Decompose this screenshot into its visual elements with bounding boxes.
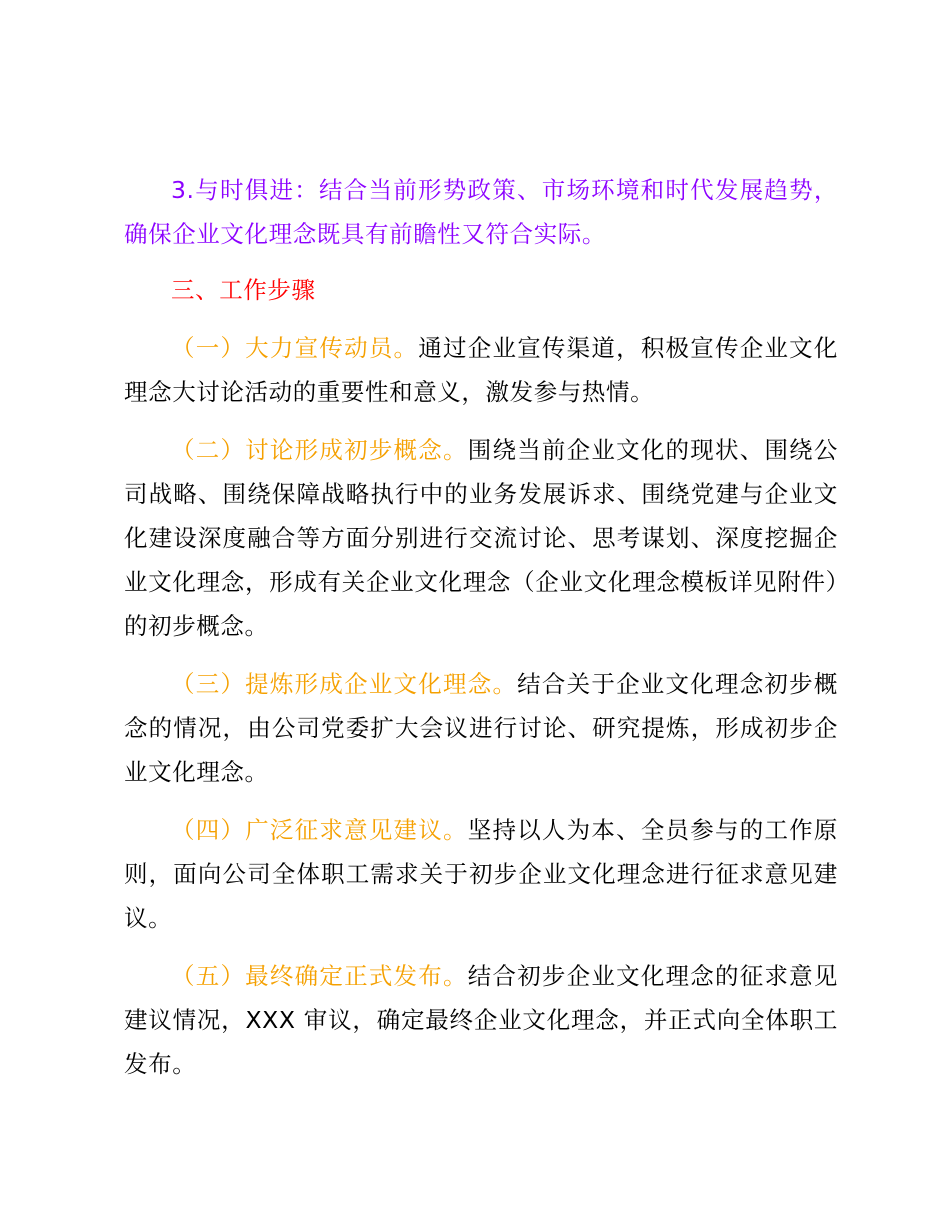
step-3-title: （三）提炼形成企业文化理念。 (171, 670, 518, 698)
step-2-paragraph (124, 428, 838, 648)
step-1-paragraph (124, 326, 838, 414)
step-4-title: （四）广泛征求意见建议。 (171, 816, 468, 844)
step-4-body: 坚持以人为本、全员参与的工作原则，面向公司全体职工需求关于初步企业文化理念进行征求意见建议。 (124, 816, 839, 932)
step-3-body: 结合关于企业文化理念初步概念的情况，由公司党委扩大会议进行讨论、研究提炼，形成初步企业文化理念。 (124, 670, 838, 786)
step-5-body: 结合初步企业文化理念的征求意见建议情况，XXX 审议，确定最终企业文化理念，并正式向全体职工发布。 (124, 962, 839, 1078)
document-body (124, 168, 838, 1086)
step-4-paragraph (124, 808, 838, 940)
step-5-title: （五）最终确定正式发布。 (171, 962, 468, 990)
section-heading: 三、工作步骤 (171, 276, 316, 304)
step-1-body: 通过企业宣传渠道，积极宣传企业文化理念大讨论活动的重要性和意义，激发参与热情。 (124, 334, 839, 406)
principle-3-paragraph: 3.与时俱进：结合当前形势政策、市场环境和时代发展趋势，确保企业文化理念既具有前瞻性又符合实际。 (124, 176, 838, 248)
step-2-title: （二）讨论形成初步概念。 (171, 436, 468, 464)
step-3-paragraph (124, 662, 838, 794)
step-2-body: 围绕当前企业文化的现状、围绕公司战略、围绕保障战略执行中的业务发展诉求、围绕党建与企业文化建设深度融合等方面分别进行交流讨论、思考谋划、深度挖掘企业文化理念，形成有关企业文化理念（企业文化理念模板详见附件）的初步概念。 (124, 436, 839, 640)
step-1-title: （一）大力宣传动员。 (171, 334, 419, 362)
step-5-paragraph (124, 954, 838, 1086)
